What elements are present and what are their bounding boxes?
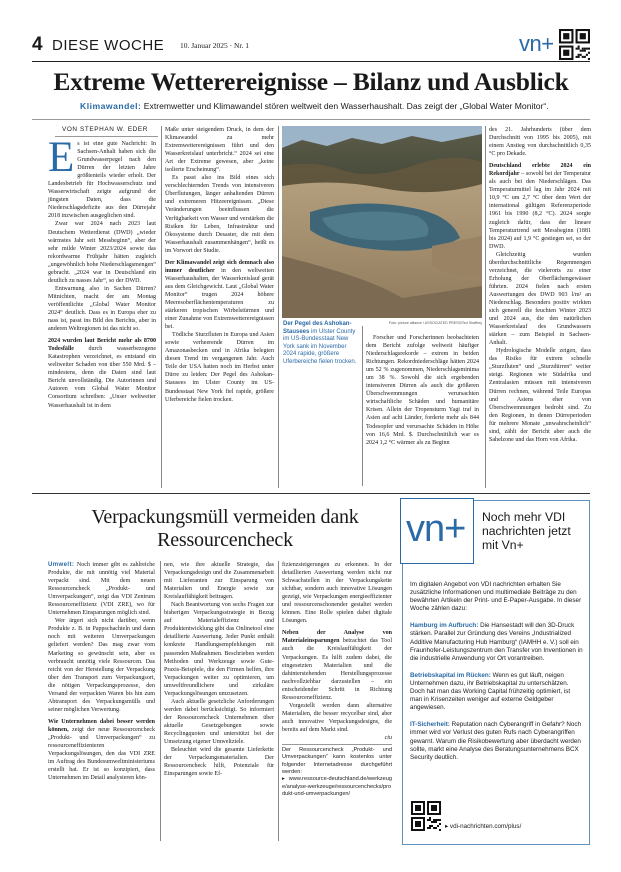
article2-title: Verpackungsmüll vermeiden dank Ressourcencheck	[91, 506, 359, 551]
section-label: DIESE WOCHE	[52, 37, 165, 54]
column-divider	[485, 126, 486, 488]
deck-kicker: Klimawandel:	[80, 101, 142, 111]
article-deck	[80, 101, 590, 112]
header-rule	[32, 61, 590, 62]
promo-header	[400, 498, 592, 576]
reservoir-photo	[282, 126, 482, 318]
promo-headline: Noch mehr VDI nachrichten jetzt mit Vn+	[482, 510, 571, 552]
article-title: Extreme Wetterereignisse – Bilanz und Ausblick	[53, 67, 569, 96]
promo-item: Hamburg im Aufbruch: Die Hansestadt will den 3D-Druck stärken. Parallel zur Gründung des Vereins „Industrialized Additive Manufacturing Hub Hamburg“ (IAMHH e. V.) soll ein Fraunhofer-Leistungszentrum den Transfer von Inventionen in die industrielle Anwendung vor Ort vorantreiben.	[410, 622, 583, 662]
promo-body	[410, 581, 584, 762]
article-separator	[32, 493, 590, 494]
promo-item: Betriebskapital im Rücken: Wenn es gut läuft, neigen Unternehmen dazu, ihr Betriebskapital zu unterschätzen. Doch hat man das Working Capital frühzeitig optimiert, ist man in Krisenzeiten weniger auf externe Geldgeber angewiesen.	[410, 671, 571, 712]
resource-link[interactable]: ▸ www.ressource-deutschland.de/werkzeuge/analyse-werkzeuge/ressourcenchecks/produkt-und-umverpackungen/	[282, 776, 392, 797]
article1-col2: Maße unter steigendem Druck, in dem der Klimawandel zu mehr Extremwetterereignissen führt und den Wasserkreislauf unterbricht.“ 2024 sei eine Art der Extreme gewesen, aber „keine isolierte Erscheinung“. Es passt also ins Bild eines sich verschlechternden Trends von intensiveren Überflutungen, länger anhaltenden Dürren und extremeren Hitzeereignissen. „Diese Veränderungen beeinflussen die Verfügbarkeit von Wasser und verstärken die Risiken für Leben, Infrastruktur und Ökosysteme durch Desaster, die mit dem Wasserhaushalt zusammenhängen“, heißt es im Vorwort der Studie. Der Klimawandel zeigt sich demnach also immer deutlicher in den weltweiten Wasserhaushalten, der Wasserkreislauf gerät aus dem Gleichgewicht. Laut „Global Water Monitor“ trugen 2024 höhere Meeresoberflächentemperaturen zu stärkeren tropischen Wirbelstürmen und einer Zunahme von Extremwetterereignissen bei. Tödliche Sturzfluten in Europa und Asien sowie verheerende Dürren im Amazonasbecken und in Afrika belegten diesen Trend im vergangenen Jahr. Auch Teile der USA hatten noch im Herbst unter Dürre zu leiden: Der Pegel des Ashokan-Stausees im Ulster County im US-Bundesstaat New York fiel rapide, größere Uferbereiche fielen trocken.	[165, 127, 274, 403]
note-rule	[282, 744, 392, 745]
article2-col3: fizienzsteigerungen zu erkennen. In der detaillierten Auswertung werden nicht nur Schwachstellen in der Verpackungskette sichtbar, sondern auch innovative Lösungen gezeigt, wie Verpackungen energieeffizienter und ressourcenschonender gestaltet werden können. Eine Rolle spielen dabei digitale Lösungen. Neben der Analyse von Materialeinsparungen betrachtet das Tool auch die Kreislauffähigkeit der Verpackungen. Es hilft zudem dabei, die eingesetzten Materialien und die dahinterstehenden Herstellungsprozesse nachvollziehbar darzustellen – ein entscheidender Schritt in Richtung Ressourceneffizienz. Vorgestellt werden dann alternative Materialien, die besser recycelbar sind, aber auch innovative Verpackungsdesigns, die bereits auf dem Markt sind. ciu Der Ressourcencheck „Produkt- und Umverpackungen“ kann kostenlos unter folgender Internetadresse durchgeführt werden: ▸ www.ressource-deutschland.de/werkzeuge/analyse-werkzeuge/ressourcenchecks/produkt-und-umverpackungen/	[282, 562, 392, 797]
photo-caption: Der Pegel des Ashokan-Stausees im Ulster County im US-Bundesstaat New York sank im November 2024 rapide, größere Uferbereiche fielen trocken.	[283, 321, 357, 365]
promo-intro: Im digitalen Angebot von VDI nachrichten erhalten Sie zusätzliche Informationen und multimediale Beiträge zu den bewährten Artikeln der Print- und E-Paper-Ausgabe. In dieser Woche zählen dazu:	[410, 581, 582, 613]
article2-col2: nen, wie ihre aktuelle Strategie, das Verpackungsdesign und die Zusammenarbeit mit Lieferanten zur Einsparung von Materialien und Energie sowie zur Kreislauffähigkeit beitragen. Nach Beantwortung von sechs Fragen zur bisherigen Verpackungsstrategie in Bezug auf Materialeffizienz und Produktentwicklung gibt das Onlinetool eine detaillierte Auswertung. Jeder Punkt enthält konkrete Handlungsempfehlungen mit passenden Maßnahmen. Beschrieben werden Methoden und Werkzeuge sowie Gute-Praxis-Beispiele, die den Firmen helfen, ihre Verpackungen weiter zu optimieren, um umweltfreundlichere und zirkuläre Verpackungslösungen umzusetzen. Auch aktuelle gesetzliche Anforderungen werden dabei berücksichtigt. So informiert der Ressourcencheck Unternehmen über aktuelle Gesetzgebungen sowie Recyclingquoten und unterstützt bei der Umsetzung eigener Umweltziele. Beleuchtet wird die gesamte Lieferkette der Verpackungsmaterialien. Der Ressourcencheck hilft, Potenziale für Einsparungen sowie Ef-	[164, 562, 274, 778]
column-divider	[278, 561, 279, 841]
page-header	[32, 32, 590, 60]
article1-col3: Forscher und Forscherinnen beobachteten dem Bericht zufolge weltweit häufiger Niederschlagsrekorde – extrem in beiden Richtungen. Rekordniederschläge hätten 2024 um 52 % zugenommen, Niederschlagsminima um 38 %. Sowohl die sich ergebenden intensiveren Dürren als auch die größeren Überschwemmungen verursachten wirtschaftliche Schäden und humanitäre Krisen. Allein der Tropensturm Yagi traf in Asien auf acht Länder, forderte mehr als 844 Todesopfer und verursachte Schäden in Höhe von 16,6 Mrd. $. Durchschnittlich war es 2024 1,2 °C wärmer als zu Beginn	[366, 335, 479, 446]
resource-note: Der Ressourcencheck „Produkt- und Umverpackungen“ kann kostenlos unter folgender Internetadresse durchgeführt werden:	[282, 747, 392, 775]
arrow-right-icon: ▸	[282, 776, 289, 783]
qr-code-promo-icon[interactable]	[411, 801, 441, 831]
byline: VON STEPHAN W. EDER	[62, 126, 148, 133]
article1-col4: des 21. Jahrhunderts (über dem Durchschnitt von 1995 bis 2005), mit einem Anstieg von durchschnittlich 0,35 °C pro Dekade. Deutschland erlebte 2024 ein Rekordjahr – sowohl bei der Temperatur als auch bei den Niederschlägen. Das Temperaturmittel lag im Jahr 2024 mit 10,9 °C um 2,7 °C über dem Wert der international gültigen Referenzperiode 1961 bis 1990 (8,2 °C). 2024 sorgte zugleich dafür, dass der lineare Temperaturtrend seit Messbeginn (1881 bis 2024) auf 1,9 °C gestiegen sei, so der DWD. Gleichzeitig wurden überdurchschnittliche Regenmengen verzeichnet, die vielerorts zu einer Erholung der Oberflächengewässer führten. 2024 fielen nach ersten Auswertungen des DWD 903 l/m² an Niederschlag. Besonders positiv wirkten sich generell die feuchten Winter 2023 und 2024 aus, die den natürlichen Wasserkreislauf des Grundwassers stärken – zum Beispiel in Sachsen-Anhalt. Hydrologische Modelle zeigen, dass das Risiko für extrem schnelle „Sturzfluten“ und „Sturzdürren“ weiter steigt. Regionen wie Südafrika und Zentralasien müssen mit intensiveren Dürren rechnen, während Teile Europas und Asiens eher von Überschwemmungen bedroht sind. Zu den Regionen, in denen Dürreperioden für mehrere Monate „unwahrscheinlich“ sind, zählt der Bericht aber auch die Sahelzone und das Horn von Afrika.	[489, 127, 591, 443]
column-divider	[278, 126, 279, 488]
column-divider	[160, 561, 161, 841]
issue-date: 10. Januar 2025 · Nr. 1	[180, 41, 249, 50]
deck-text: Extremwetter und Klimawandel stören weltweit den Wasserhaushalt. Das zeigt der „Global Water Monitor“.	[143, 101, 549, 111]
author-signature: ciu	[384, 734, 392, 741]
promo-box	[402, 500, 590, 845]
page-number: 4	[32, 34, 43, 55]
brand-logo: vn+	[519, 31, 554, 56]
promo-logo: vn+	[406, 508, 466, 550]
photo-credit: Foto: picture alliance / ASSOCIATED PRESS/Ted Shaffrey	[388, 321, 482, 325]
column-divider	[161, 126, 162, 488]
article2-col1: Umwelt: Noch immer gibt es zahlreiche Produkte, die mit unnötig viel Material verpackt sind. Mit dem neuen Ressourcencheck „Produkt- und Umverpackungen“, zeigt das VDI Zentrum Ressourceneffizienz (VDI ZRE), wo für Unternehmen Einsparungen möglich sind. Wer ärgert sich nicht darüber, wenn Produkte z. B. in Pappschachteln und dann noch mit weiteren Umverpackungen geliefert werden? Das mag zwar vom Marketing so gewünscht sein, aber es verbraucht unnötig viele Ressourcen. Das reicht von der Herstellung der Verpackung über den Transport zum Verpackungsort, die nötigen Verpackungsprozesse, den Versand der verpackten Waren bis hin zum Abtransport des Verpackungsmülls und seiner möglichen Verwertung. Wie Unternehmen dabei besser werden können, zeigt der neue Ressourcencheck „Produkt- und Umverpackungen“ zu ressourceneffizienteren Verpackungslösungen, den das VDI ZRE im Auftrag des Bundesumweltministeriums erstellt hat. Er ist so konzipiert, dass Unternehmen im Detail analysieren kön-	[48, 562, 155, 782]
promo-link[interactable]: ▸ vdi-nachrichten.com/plus/	[445, 823, 522, 830]
reservoir-photo-image	[282, 126, 482, 318]
article1-col1: Es ist eine gute Nachricht: In Sachsen-Anhalt haben sich die Grundwasserpegel nach den Dürren der letzten Jahre größtenteils wieder erholt. Der Landesbetrieb für Hochwasserschutz und Wasserwirtschaft zeigte aufgrund der jüngsten Daten, dass die Niederschlagsdefizite aus den Dürrejahr 2018 inzwischen ausgeglichen sind. Zwar war 2024 nach 2023 laut Deutschem Wetterdienst (DWD) „wieder wärmstes Jahr seit Messbeginn“, aber der sehr milde Winter 2023/2024 sowie das rekordwarme Frühjahr hätten zugleich „ungewöhnlich hohe Niederschlagsmengen“ gebracht. „2024 war in Deutschland ein deutlich zu nasses Jahr“, so der DWD. Entwarnung also in Sachen Dürren? Mitnichten, macht der am Montag veröffentlichte „Global Water Monitor 2024“ deutlich. Dass es in Europa eher zu nass ist, passt ins Bild des Berichts, aber in anderen Weltregionen ist das nicht so. 2024 wurden laut Bericht mehr als 8700 Todesfälle durch wasserbezogene Katastrophen verzeichnet, es entstand ein weltweiter Schaden von über 550 Mrd. $ – mindestens, denn die Daten sind laut Bericht unvollständig. Die Autorinnen und Autoren vom Global Water Monitor Consortium schreiben: „Unser weltweiter Wasserhaushalt ist in dem	[48, 134, 156, 409]
arrow-right-icon: ▸	[445, 823, 450, 830]
deck-rule	[32, 119, 590, 120]
qr-code-header-icon[interactable]	[559, 29, 590, 60]
drop-cap: E	[48, 134, 75, 181]
promo-item: IT-Sicherheit: Reputation nach Cyberangriff in Gefahr? Noch immer wird vor Verlust des guten Rufs nach Cyberangriffen gewarnt. Warum die Risikobewertung aber überdacht werden sollte, markt eine Analyse des Beratungsunternehmens BCX Security deutlich.	[410, 721, 582, 761]
column-divider	[362, 326, 363, 486]
